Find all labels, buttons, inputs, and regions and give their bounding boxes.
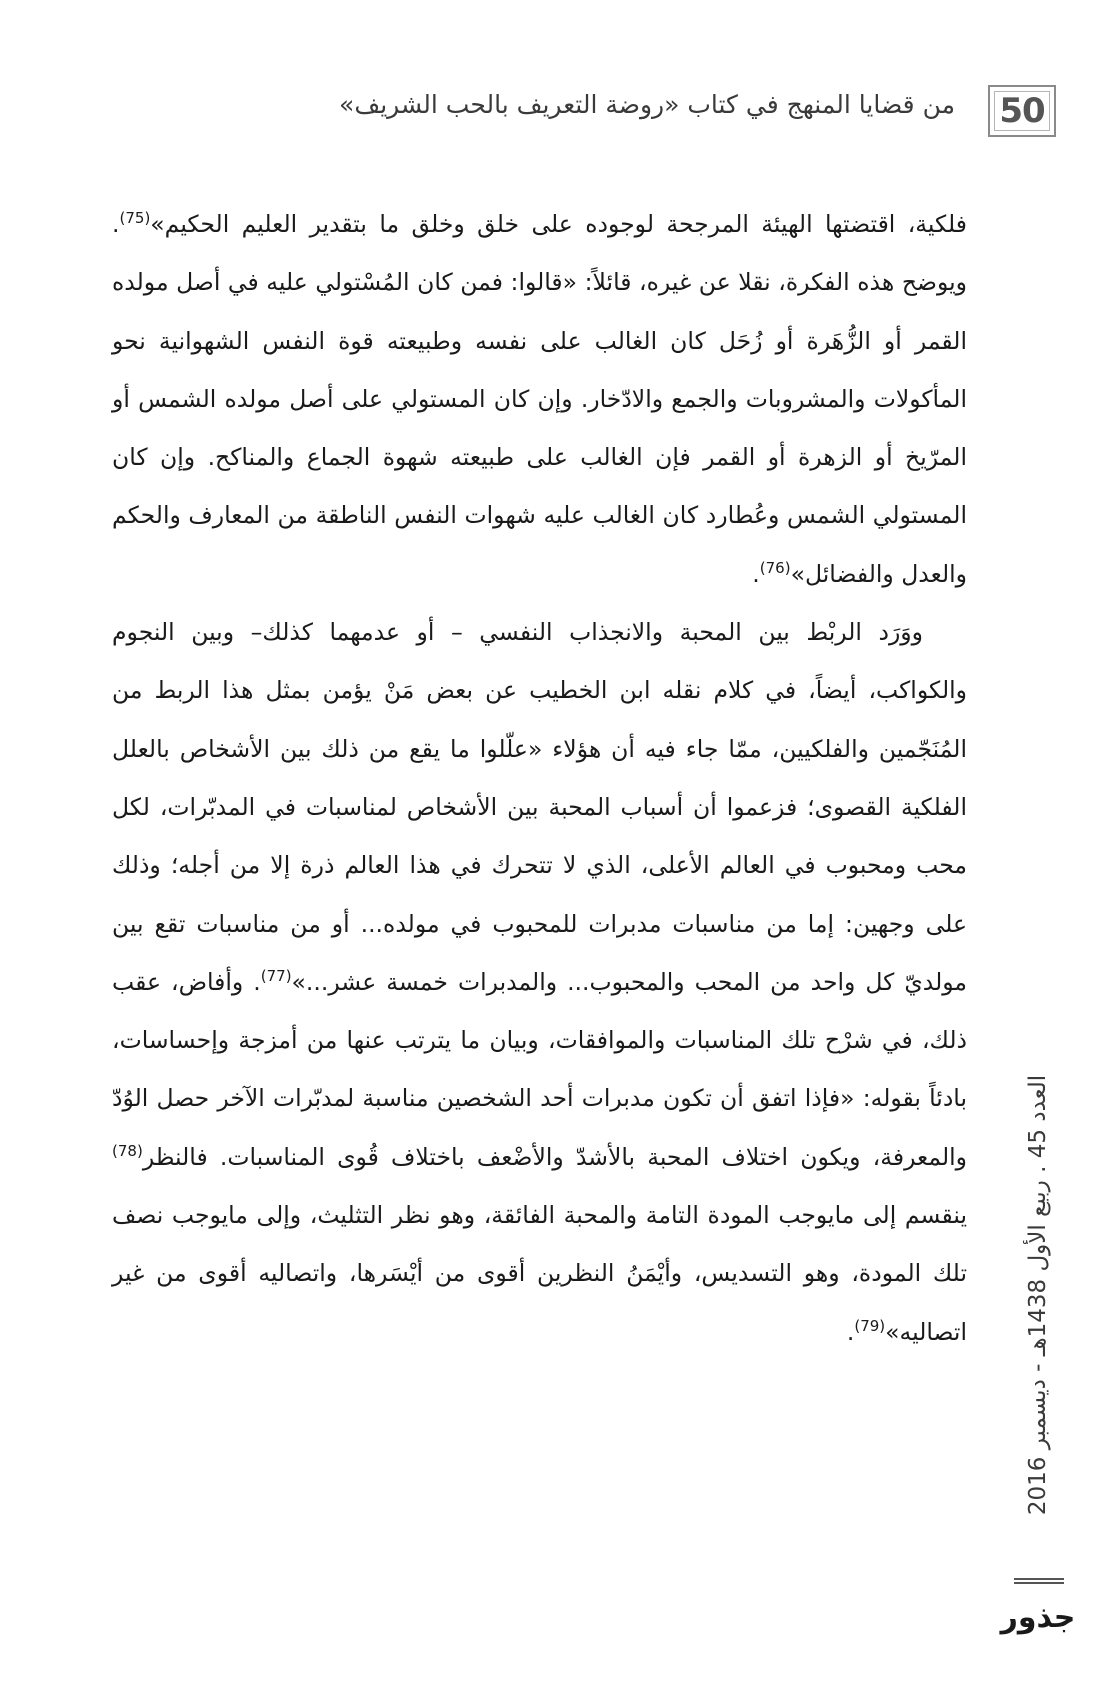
footnote-ref-75[interactable]: (75) bbox=[119, 209, 151, 228]
article-body bbox=[112, 195, 967, 1361]
issue-info bbox=[1018, 1015, 1058, 1575]
page-number: 50 bbox=[988, 85, 1056, 137]
footnote-ref-76[interactable]: (76) bbox=[759, 558, 791, 577]
footnote-ref-79[interactable]: (79) bbox=[854, 1316, 886, 1335]
paragraph-1-text-1: فلكية، اقتضتها الهيئة المرجحة لوجوده على خلق وخلق ما بتقدير العليم الحكيم» bbox=[150, 210, 967, 238]
paragraph-2-text-3: ينقسم إلى مايوجب المودة التامة والمحبة الفائقة، وهو نظر التثليث، وإلى مايوجب نصف تلك المودة، وهو التسديس، وأيْمَنُ النظرين أقوى من أيْسَرها، واتصاليه أقوى من غير اتصاليه» bbox=[112, 1201, 967, 1346]
footnote-ref-77[interactable]: (77) bbox=[260, 967, 292, 986]
paragraph-1-text-2: . ويوضح هذه الفكرة، نقلا عن غيره، قائلاً: «قالوا: فمن كان المُسْتولي عليه في أصل مولده القمر أو الزُّهَرة أو زُحَل كان الغالب على نفسه وطبيعته قوة النفس الشهوانية نحو المأكولات والمشروبات والجمع والادّخار. وإن كان المستولي على أصل مولده الشمس أو المرّيخ أو الزهرة أو القمر فإن الغالب على طبيعته شهوة الجماع والمناكح. وإن كان المستولي الشمس وعُطارد كان الغالب عليه شهوات النفس الناطقة من المعارف والحكم والعدل والفضائل» bbox=[112, 210, 967, 588]
paragraph-2-text-4: . bbox=[846, 1317, 855, 1346]
paragraph-1 bbox=[112, 195, 967, 603]
paragraph-1-text-3: . bbox=[752, 559, 760, 588]
running-header-title: من قضايا المنهج في كتاب «روضة التعريف بالحب الشريف» bbox=[339, 90, 955, 119]
paragraph-2-text-1: ووَرَد الربْط بين المحبة والانجذاب النفسي – أو عدمهما كذلك– وبين النجوم والكواكب، أيضاً، في كلام نقله ابن الخطيب عن بعض مَنْ يؤمن بمثل هذا الربط من المُنَجّمين والفلكيين، ممّا جاء فيه أن هؤلاء «علّلوا ما يقع من ذلك بين الأشخاص بالعلل الفلكية القصوى؛ فزعموا أن أسباب المحبة بين الأشخاص لمناسبات في المدبّرات، لكل محب ومحبوب في العالم الأعلى، الذي لا تتحرك في هذا العالم ذرة إلا من أجله؛ وذلك على وجهين: إما من مناسبات مدبرات للمحبوب في مولده... أو من مناسبات تقع بين مولديّ كل واحد من المحب والمحبوب... والمدبرات خمسة عشر...» bbox=[112, 618, 967, 996]
side-divider bbox=[1014, 1578, 1064, 1584]
journal-logo: جذور bbox=[1000, 1599, 1076, 1635]
footnote-ref-78[interactable]: (78) bbox=[112, 1141, 143, 1160]
paragraph-2-text-2: . وأفاض، عقب ذلك، في شرْح تلك المناسبات والموافقات، وبيان ما يترتب عنها من أمزجة وإحساسات، بادئاً بقوله: «فإذا اتفق أن تكون مدبرات أحد الشخصين مناسبة لمدبّرات الآخر حصل الوُدّ والمعرفة، ويكون اختلاف المحبة بالأشدّ والأضْعف باختلاف قُوى المناسبات. فالنظر bbox=[112, 967, 967, 1171]
paragraph-2 bbox=[112, 603, 967, 1361]
issue-info-text: العدد 45 . ربيع الأول 1438هـ - ديسمبر 2016 bbox=[1025, 1074, 1051, 1516]
